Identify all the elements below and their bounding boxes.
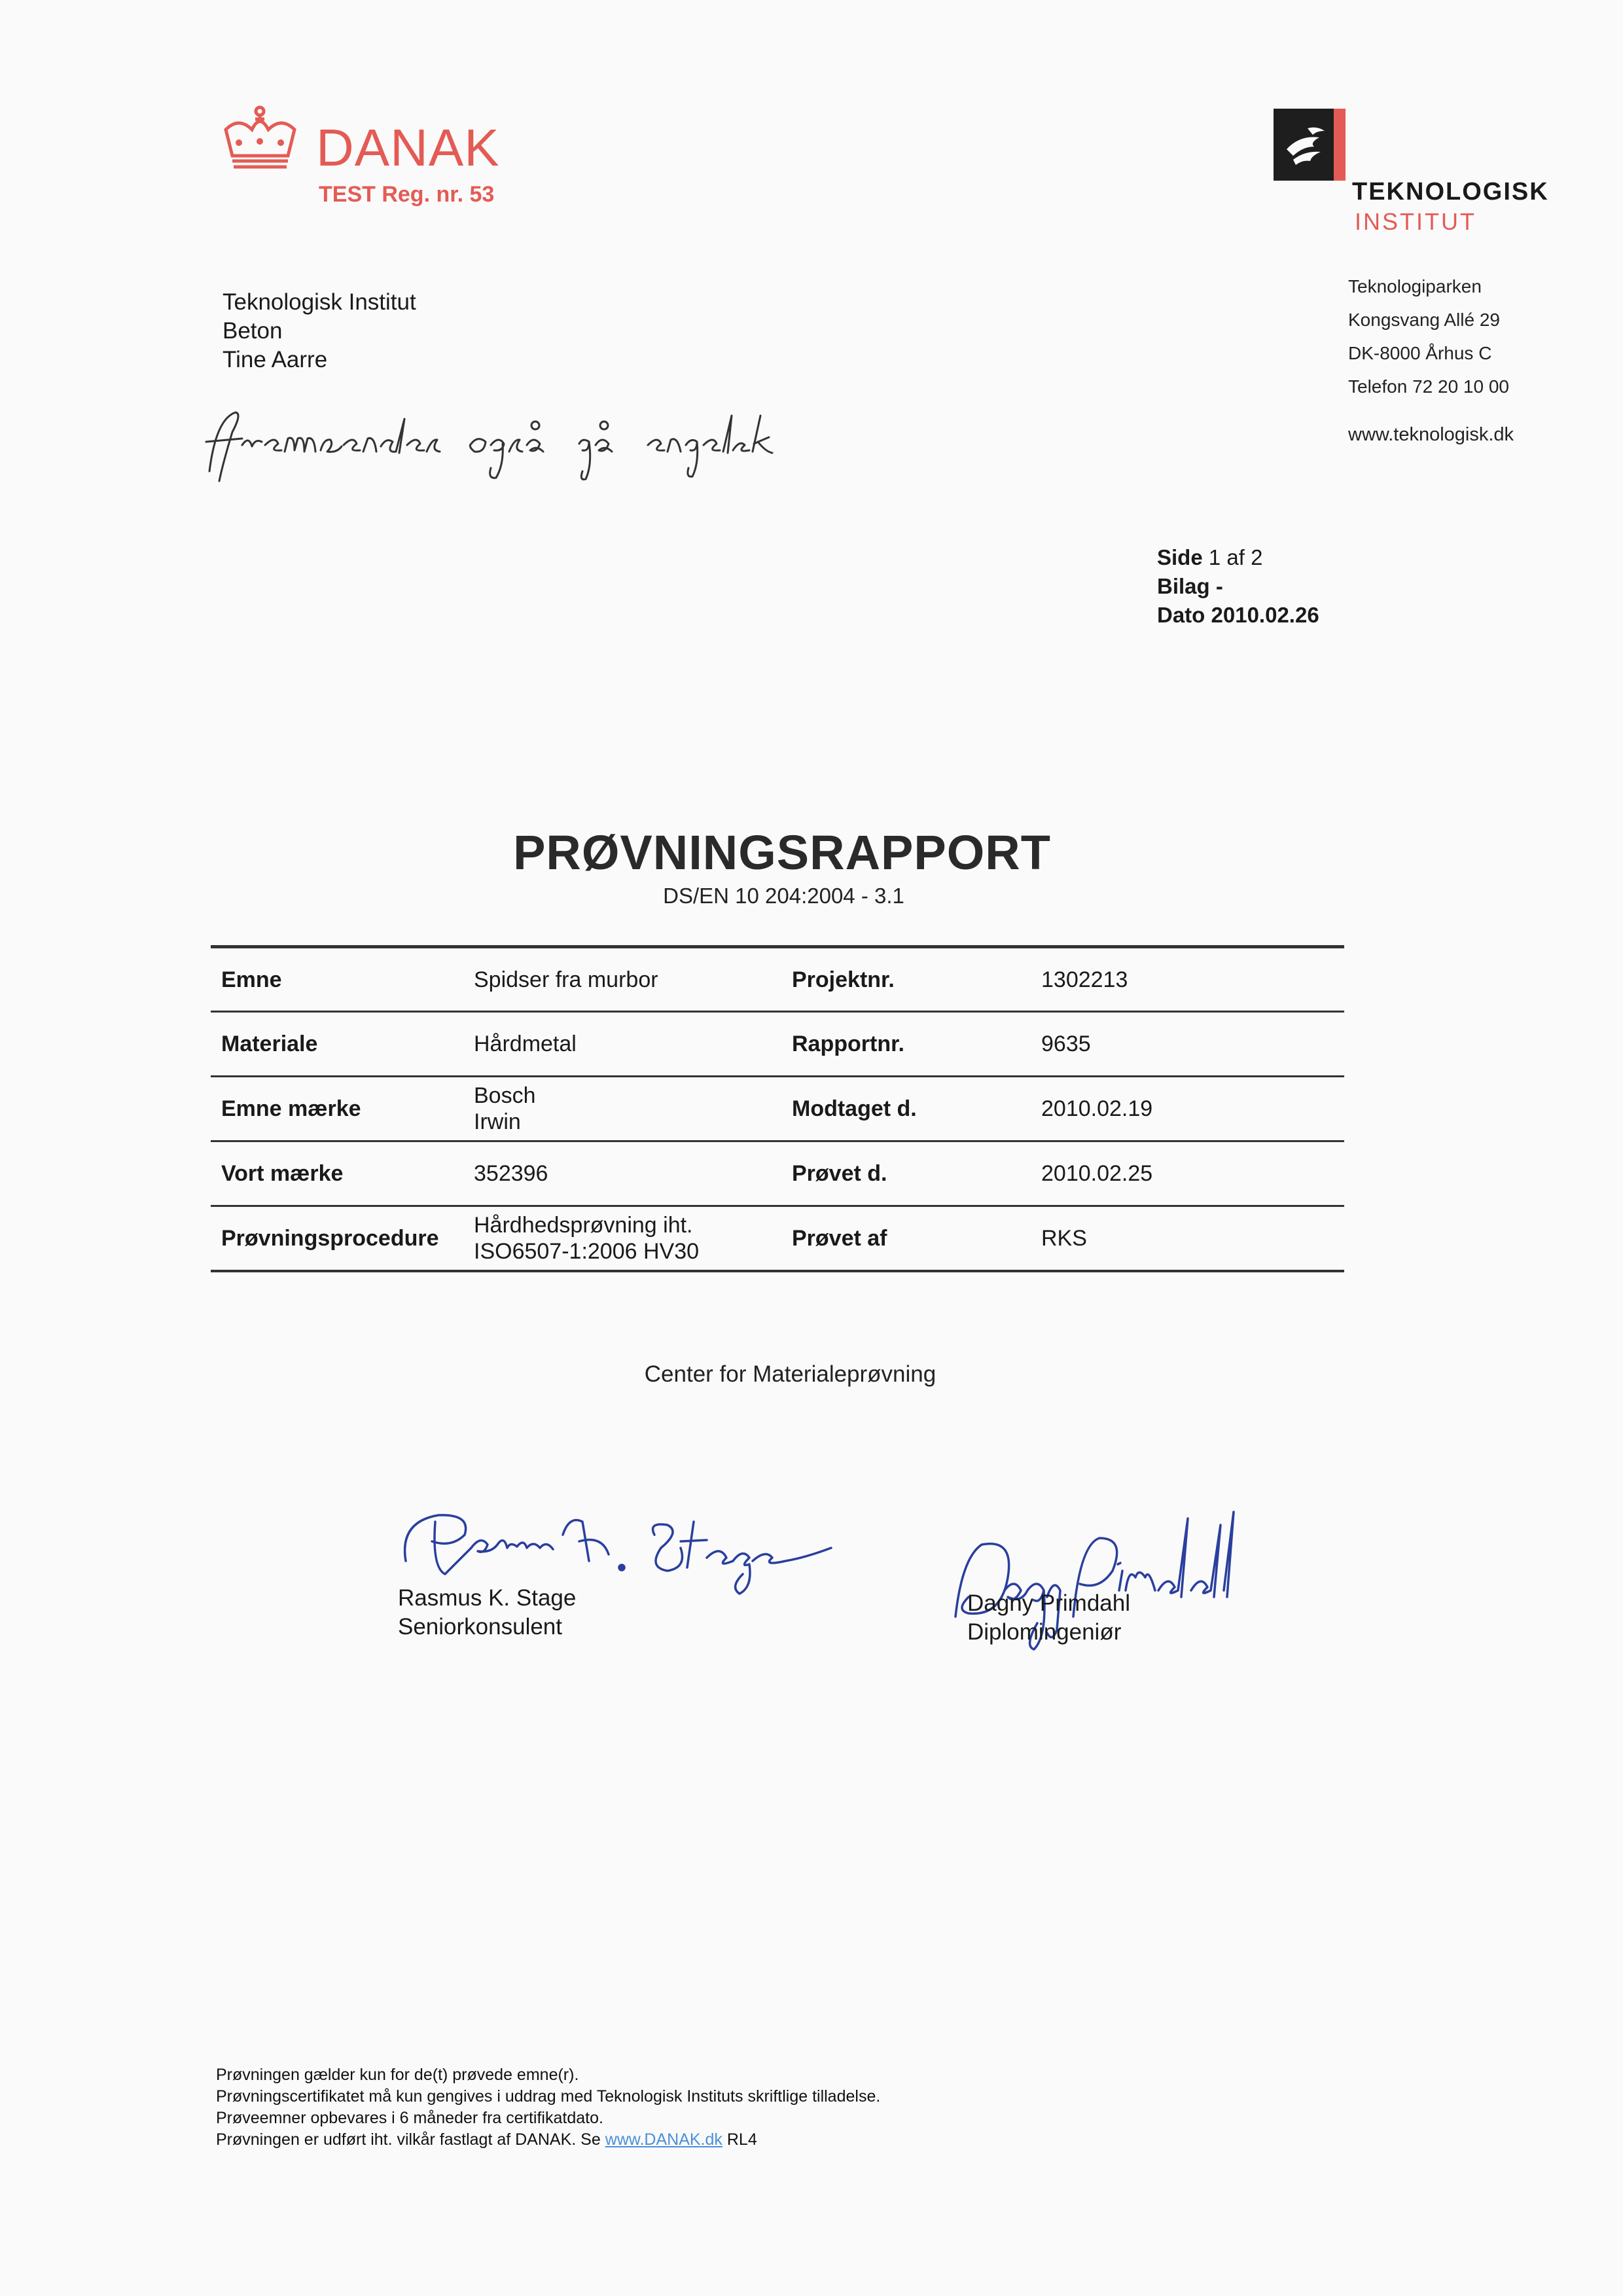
crown-icon	[219, 103, 301, 175]
row-label: Prøvningsprocedure	[221, 1225, 439, 1251]
recipient-line: Beton	[223, 318, 283, 344]
row-value: 352396	[474, 1161, 548, 1186]
institute-name-line1: TEKNOLOGISK	[1352, 178, 1549, 206]
row-value: 9635	[1041, 1031, 1091, 1056]
address-line: DK-8000 Århus C	[1348, 343, 1492, 363]
page-side	[1157, 543, 1319, 572]
row-value	[463, 1206, 781, 1271]
row-value: 2010.02.25	[1041, 1161, 1153, 1186]
value-line: ISO6507-1:2006 HV30	[474, 1238, 700, 1264]
institute-website: www.teknologisk.dk	[1348, 424, 1514, 445]
footer-line-suffix: RL4	[726, 2130, 757, 2149]
danak-logo	[219, 103, 520, 215]
table-row	[211, 947, 1344, 1012]
table-row	[211, 1077, 1344, 1141]
danak-registration: TEST Reg. nr. 53	[319, 182, 495, 207]
signature-block-2	[967, 1589, 1130, 1647]
recipient-line: Teknologisk Institut	[223, 289, 416, 315]
row-label: Modtaget d.	[792, 1096, 917, 1121]
row-value: 1302213	[1041, 967, 1128, 992]
value-line: Hårdhedsprøvning iht.	[474, 1212, 693, 1238]
row-value: Hårdmetal	[474, 1031, 577, 1056]
row-label: Emne mærke	[221, 1096, 361, 1121]
table-row	[211, 1012, 1344, 1077]
row-value: RKS	[1041, 1225, 1087, 1251]
recipient-line: Tine Aarre	[223, 347, 328, 372]
page-bilag	[1157, 572, 1319, 601]
bilag-value: -	[1215, 574, 1223, 598]
row-label: Materiale	[221, 1031, 318, 1056]
report-table	[211, 945, 1344, 1272]
side-value: 1 af 2	[1208, 545, 1263, 569]
bilag-label: Bilag	[1157, 574, 1210, 598]
signer-title: Seniorkonsulent	[398, 1614, 562, 1640]
row-value	[463, 1077, 781, 1141]
center-name: Center for Materialeprøvning	[644, 1361, 936, 1387]
dato-label: Dato	[1157, 603, 1205, 627]
row-label: Projektnr.	[792, 967, 895, 992]
table-row	[211, 1206, 1344, 1271]
teknologisk-logo-icon	[1274, 109, 1346, 181]
institute-name-line2: INSTITUT	[1355, 208, 1476, 235]
signature-block-1	[398, 1584, 576, 1641]
row-value: Spidser fra murbor	[474, 967, 658, 992]
footer-line: Prøvningscertifikatet må kun gengives i uddrag med Teknologisk Instituts skriftlige tilladelse.	[216, 2087, 881, 2106]
value-line: Bosch	[474, 1083, 536, 1108]
row-label: Rapportnr.	[792, 1031, 904, 1056]
value-line: Irwin	[474, 1109, 521, 1134]
dato-value: 2010.02.26	[1211, 603, 1319, 627]
report-subtitle: DS/EN 10 204:2004 - 3.1	[663, 884, 904, 908]
row-label: Prøvet af	[792, 1225, 887, 1251]
signer-name: Dagny Primdahl	[967, 1590, 1130, 1616]
footer-line-prefix: Prøvningen er udført iht. vilkår fastlagt af DANAK. Se	[216, 2130, 601, 2149]
row-label: Vort mærke	[221, 1161, 344, 1186]
footer-line: Prøveemner opbevares i 6 måneder fra certifikatdato.	[216, 2109, 603, 2127]
danak-link[interactable]: www.DANAK.dk	[605, 2130, 722, 2149]
row-label: Emne	[221, 967, 282, 992]
address-line: Teknologiparken	[1348, 276, 1482, 296]
side-label: Side	[1157, 545, 1203, 569]
recipient-block	[223, 288, 416, 374]
page-info	[1157, 543, 1319, 630]
footer-line: Prøvningen gælder kun for de(t) prøvede emne(r).	[216, 2066, 579, 2084]
row-value: 2010.02.19	[1041, 1096, 1153, 1121]
danak-logo-text: DANAK	[316, 118, 500, 177]
page-dato	[1157, 601, 1319, 630]
address-line: Kongsvang Allé 29	[1348, 310, 1500, 330]
signer-title: Diplomingeniør	[967, 1619, 1122, 1645]
footer-line-last	[216, 2129, 880, 2151]
row-label: Prøvet d.	[792, 1161, 887, 1186]
signer-name: Rasmus K. Stage	[398, 1585, 577, 1611]
institute-address	[1348, 270, 1509, 403]
handwritten-note	[196, 406, 903, 484]
address-line: Telefon 72 20 10 00	[1348, 376, 1509, 397]
report-title: PRØVNINGSRAPPORT	[513, 825, 1051, 880]
table-row	[211, 1141, 1344, 1206]
footer	[216, 2064, 880, 2151]
